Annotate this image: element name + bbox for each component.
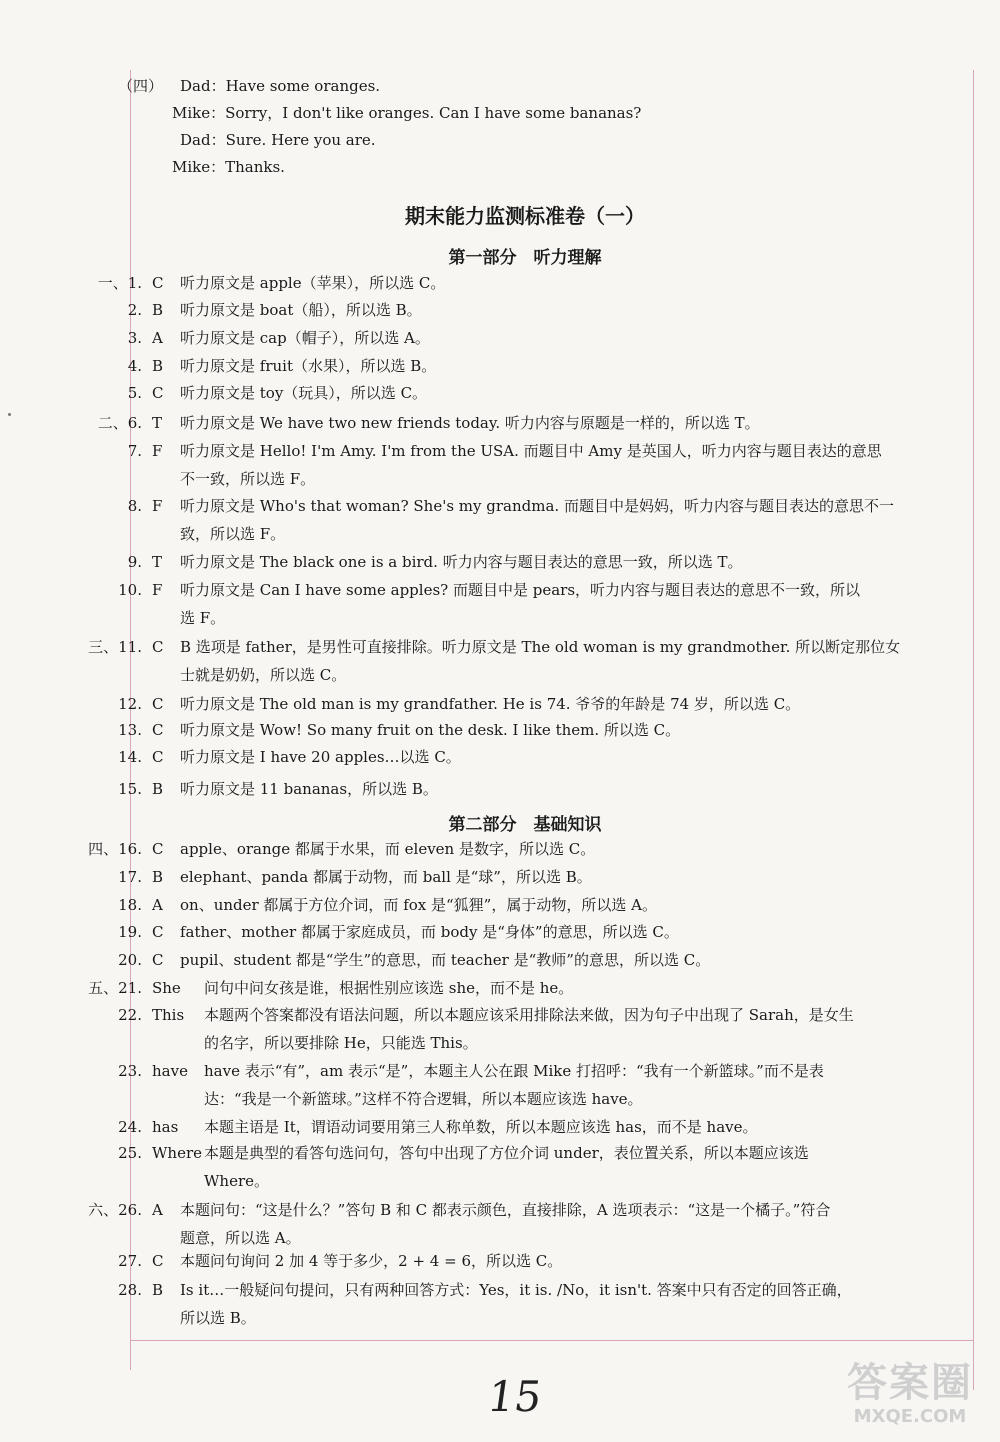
item-number: 10. [118,581,142,599]
item-number: 三、11. [88,638,142,656]
item-answer: B [152,301,164,319]
item-answer: B [152,357,164,375]
item-explanation [180,863,965,891]
item-answer: C [152,951,164,969]
item-explanation [180,716,965,744]
margin-mark [8,413,11,416]
item-number: 六、26. [88,1201,142,1219]
watermark: 答案圈 MXQE.COM [847,1360,973,1427]
item-answer: C [152,1252,164,1270]
explanation-line: Is it…一般疑问句提问，只有两种回答方式：Yes，it is. /No，it isn't. 答案中只有否定的回答正确， [180,1281,852,1299]
explanation-line: 听力原文是 The black one is a bird. 听力内容与题目表达的意思一致，所以选 T。 [180,553,743,571]
item-number: 一、1. [97,274,142,292]
item-answer: C [152,274,164,292]
dialogue-line: Mike：Sorry，I don't like oranges. Can I have some bananas? [172,104,642,122]
item-number: 5. [127,384,142,402]
item-number: 27. [118,1252,142,1270]
item-number: 23. [118,1062,142,1080]
item-number: 14. [118,748,142,766]
item-answer: T [152,414,163,432]
item-explanation [180,946,965,974]
explanation-line: 题意，所以选 A。 [180,1229,301,1247]
item-number: 22. [118,1006,142,1024]
explanation-line: 不一致，所以选 F。 [180,470,316,488]
handwritten-page-number: 15 [484,1372,545,1421]
explanation-line: 所以选 B。 [180,1309,256,1327]
item-answer: T [152,553,163,571]
item-number: 3. [127,329,142,347]
explanation-line: 听力原文是 toy（玩具），所以选 C。 [180,384,428,402]
item-number: 2. [127,301,142,319]
item-explanation [180,409,965,437]
item-explanation [180,296,965,324]
explanation-line: 问句中问女孩是谁，根据性别应该选 she，而不是 he。 [204,979,574,997]
item-answer: She [152,979,181,997]
item-answer: B [152,1281,164,1299]
item-number: 15. [118,780,142,798]
explanation-line: 听力原文是 Can I have some apples? 而题目中是 pears，听力内容与题目表达的意思不一致，所以 [180,581,861,599]
item-explanation [204,1057,965,1113]
item-explanation [180,775,965,803]
explanation-line: B 选项是 father，是男性可直接排除。听力原文是 The old woman is my grandmother. 所以断定那位女 [180,638,901,656]
explanation-line: 本题是典型的看答句选问句，答句中出现了方位介词 under，表位置关系，所以本题应该选 [204,1144,809,1162]
item-answer: A [152,329,163,347]
item-answer: C [152,923,164,941]
dialogue-label: （四） [118,77,164,95]
item-answer: C [152,695,164,713]
right-border-line [973,70,974,1390]
item-answer: This [152,1006,185,1024]
explanation-line: 听力原文是 Who's that woman? She's my grandma. 而题目中是妈妈，听力内容与题目表达的意思不一 [180,497,894,515]
explanation-line: 本题两个答案都没有语法问题，所以本题应该采用排除法来做，因为句子中出现了 Sarah，是女生 [204,1006,854,1024]
explanation-line: pupil、student 都是“学生”的意思，而 teacher 是“教师”的意思，所以选 C。 [180,951,711,969]
item-number: 7. [127,442,142,460]
item-answer: A [152,896,163,914]
item-number: 二、6. [97,414,142,432]
item-number: 4. [127,357,142,375]
item-explanation [180,633,965,689]
item-explanation [180,324,965,352]
item-number: 四、16. [88,840,142,858]
item-answer: C [152,748,164,766]
dialogue-line: Mike：Thanks. [172,158,285,176]
page-title: 期末能力监测标准卷（一） [405,204,645,228]
item-answer: F [152,581,163,599]
explanation-line: on、under 都属于方位介词，而 fox 是“狐狸”，属于动物，所以选 A。 [180,896,657,914]
explanation-line: 听力原文是 11 bananas，所以选 B。 [180,780,438,798]
item-number: 25. [118,1144,142,1162]
item-answer: B [152,780,164,798]
item-explanation [180,891,965,919]
explanation-line: 听力原文是 I have 20 apples…以选 C。 [180,748,461,766]
section-title-listening: 第一部分 听力理解 [448,248,602,268]
dialogue-line: Dad：Sure. Here you are. [180,131,376,149]
item-number: 13. [118,721,142,739]
explanation-line: have 表示“有”，am 表示“是”，本题主人公在跟 Mike 打招呼：“我有一个新篮球。”而不是表 [204,1062,824,1080]
item-explanation [180,835,965,863]
item-explanation [180,576,965,632]
item-explanation [180,918,965,946]
explanation-line: 听力原文是 Hello! I'm Amy. I'm from the USA. 而题目中 Amy 是英国人，听力内容与题目表达的意思 [180,442,882,460]
item-explanation [204,974,965,1002]
item-number: 8. [127,497,142,515]
item-answer: have [152,1062,188,1080]
item-number: 12. [118,695,142,713]
item-answer: has [152,1118,179,1136]
item-answer: C [152,840,164,858]
item-number: 20. [118,951,142,969]
explanation-line: 本题问句：“这是什么？”答句 B 和 C 都表示颜色，直接排除，A 选项表示：“这是一个橘子。”符合 [180,1201,831,1219]
explanation-line: 听力原文是 The old man is my grandfather. He is 74. 爷爷的年龄是 74 岁，所以选 C。 [180,695,801,713]
explanation-line: 听力原文是 We have two new friends today. 听力内容与原题是一样的，所以选 T。 [180,414,760,432]
item-explanation [180,548,965,576]
explanation-line: 听力原文是 boat（船），所以选 B。 [180,301,422,319]
item-explanation [204,1113,965,1141]
item-number: 18. [118,896,142,914]
explanation-line: 达：“我是一个新篮球。”这样不符合逻辑，所以本题应该选 have。 [204,1090,643,1108]
item-answer: C [152,638,164,656]
explanation-line: Where。 [204,1172,270,1190]
item-explanation [180,1247,965,1275]
item-explanation [204,1139,965,1195]
dialogue-line: Dad：Have some oranges. [180,77,381,95]
item-answer: C [152,721,164,739]
item-explanation [180,492,965,548]
item-explanation [180,690,965,718]
explanation-line: apple、orange 都属于水果，而 eleven 是数字，所以选 C。 [180,840,596,858]
explanation-line: 致，所以选 F。 [180,525,286,543]
explanation-line: 听力原文是 apple（苹果），所以选 C。 [180,274,446,292]
item-explanation [180,743,965,771]
explanation-line: 听力原文是 cap（帽子），所以选 A。 [180,329,430,347]
item-explanation [180,1196,965,1252]
item-answer: F [152,442,163,460]
explanation-line: 本题问句询问 2 加 4 等于多少，2 + 4 = 6，所以选 C。 [180,1252,563,1270]
explanation-line: father、mother 都属于家庭成员，而 body 是“身体”的意思，所以选 C。 [180,923,679,941]
item-answer: A [152,1201,163,1219]
explanation-line: 听力原文是 Wow! So many fruit on the desk. I like them. 所以选 C。 [180,721,681,739]
item-number: 17. [118,868,142,886]
item-explanation [180,1276,965,1332]
item-explanation [180,437,965,493]
item-answer: B [152,868,164,886]
item-explanation [180,352,965,380]
explanation-line: 选 F。 [180,609,226,627]
item-number: 19. [118,923,142,941]
item-answer: Where [152,1144,203,1162]
explanation-line: elephant、panda 都属于动物，而 ball 是“球”，所以选 B。 [180,868,592,886]
item-explanation [180,379,965,407]
explanation-line: 本题主语是 It，谓语动词要用第三人称单数，所以本题应该选 has，而不是 have。 [204,1118,758,1136]
item-number: 9. [127,553,142,571]
section-title-basics: 第二部分 基础知识 [448,815,602,835]
explanation-line: 的名字，所以要排除 He，只能选 This。 [204,1034,478,1052]
bottom-border-line [130,1340,973,1341]
item-explanation [180,269,965,297]
item-answer: C [152,384,164,402]
item-number: 28. [118,1281,142,1299]
explanation-line: 士就是奶奶，所以选 C。 [180,666,347,684]
explanation-line: 听力原文是 fruit（水果），所以选 B。 [180,357,437,375]
item-number: 五、21. [88,979,142,997]
item-explanation [204,1001,965,1057]
item-number: 24. [118,1118,142,1136]
item-answer: F [152,497,163,515]
